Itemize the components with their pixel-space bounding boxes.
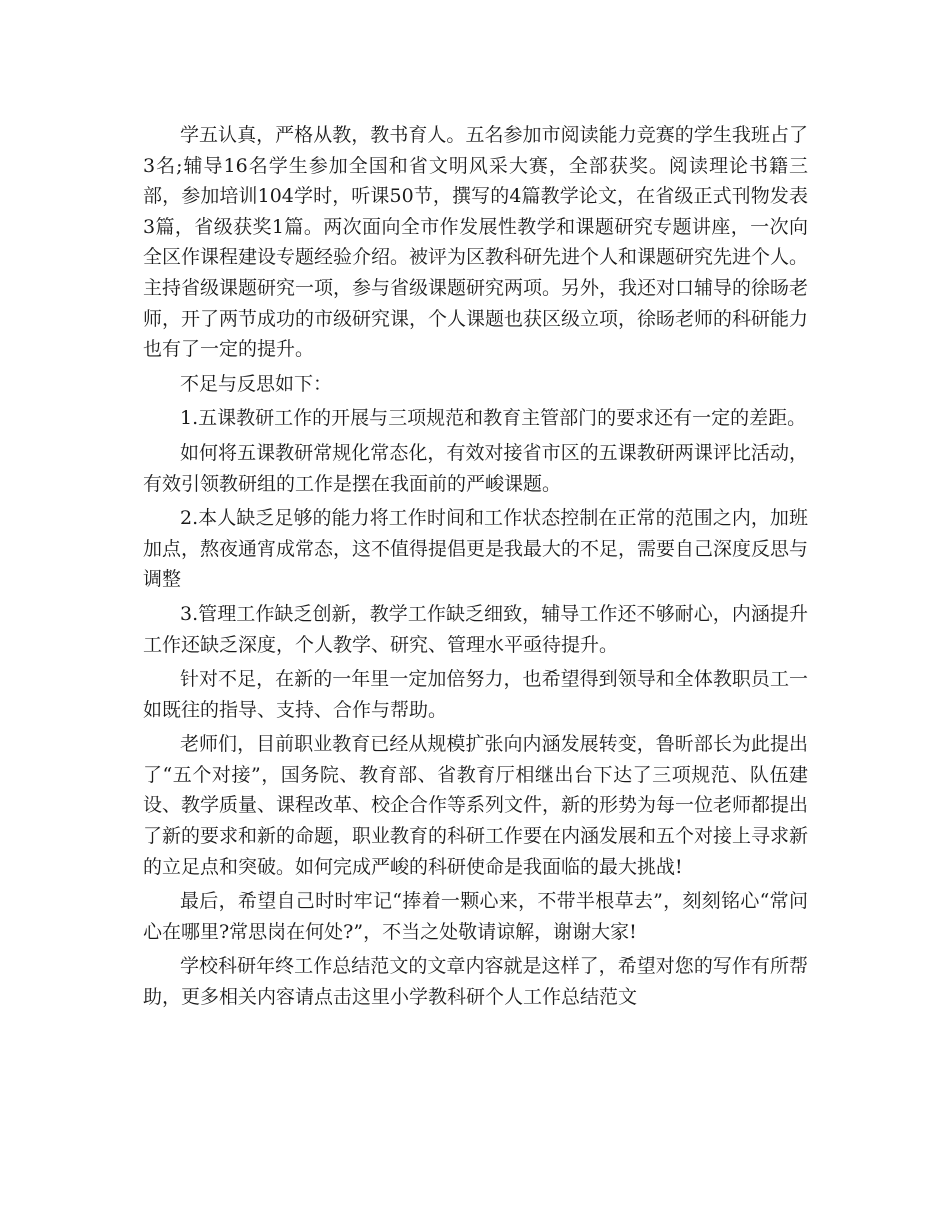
paragraph-reflection-heading: 不足与反思如下：	[180, 372, 333, 395]
paragraph-point-1: 1.五课教研工作的开展与三项规范和教育主管部门的要求还有一定的差距。	[180, 407, 807, 430]
paragraph-closing: 最后，希望自己时时牢记“捧着一颗心来，不带半根草去”，刻刻铭心“常问心在哪里?常思岗在何处?”，不当之处敬请谅解，谢谢大家!	[143, 890, 808, 943]
paragraph-challenges: 老师们，目前职业教育已经从规模扩张向内涵发展转变，鲁昕部长为此提出了“五个对接”，国务院、教育部、省教育厅相继出台下达了三项规范、队伍建设、教学质量、课程改革、校企合作等系列文件，新的形势为每一位老师都提出了新的要求和新的命题，职业教育的科研工作要在内涵发展和五个对接上寻求新的立足点和突破。如何完成严峻的科研使命是我面临的最大挑战!	[143, 733, 809, 878]
paragraph-point-2: 2.本人缺乏足够的能力将工作时间和工作状态控制在正常的范围之内，加班加点，熬夜通宵成常态，这不值得提倡更是我最大的不足，需要自己深度反思与调整	[143, 507, 809, 591]
paragraph-point-3: 3.管理工作缺乏创新，教学工作缺乏细致，辅导工作还不够耐心，内涵提升工作还缺乏深度，个人教学、研究、管理水平亟待提升。	[143, 602, 808, 656]
paragraph-achievements: 学五认真，严格从教，教书育人。五名参加市阅读能力竞赛的学生我班占了3名;辅导16名学生参加全国和省文明风采大赛，全部获奖。阅读理论书籍三部，参加培训104学时，听课50节，撰写的4篇教学论文，在省级正式刊物发表3篇，省级获奖1篇。两次面向全市作发展性教学和课题研究专题讲座，一次向全区作课程建设专题经验介绍。被评为区教科研先进个人和课题研究先进个人。主持省级课题研究一项，参与省级课题研究两项。另外，我还对口辅导的徐旸老师，开了两节成功的市级研究课，个人课题也获区级立项，徐旸老师的科研能力也有了一定的提升。	[143, 124, 809, 361]
document-body	[143, 120, 808, 1017]
paragraph-footer-note: 学校科研年终工作总结范文的文章内容就是这样了，希望对您的写作有所帮助，更多相关内容请点击这里小学教科研个人工作总结范文	[143, 955, 808, 1009]
paragraph-point-1-detail: 如何将五课教研常规化常态化，有效对接省市区的五课教研两课评比活动，有效引领教研组的工作是摆在我面前的严峻课题。	[143, 441, 808, 495]
paragraph-commitment: 针对不足，在新的一年里一定加倍努力，也希望得到领导和全体教职员工一如既往的指导、支持、合作与帮助。	[143, 668, 808, 721]
